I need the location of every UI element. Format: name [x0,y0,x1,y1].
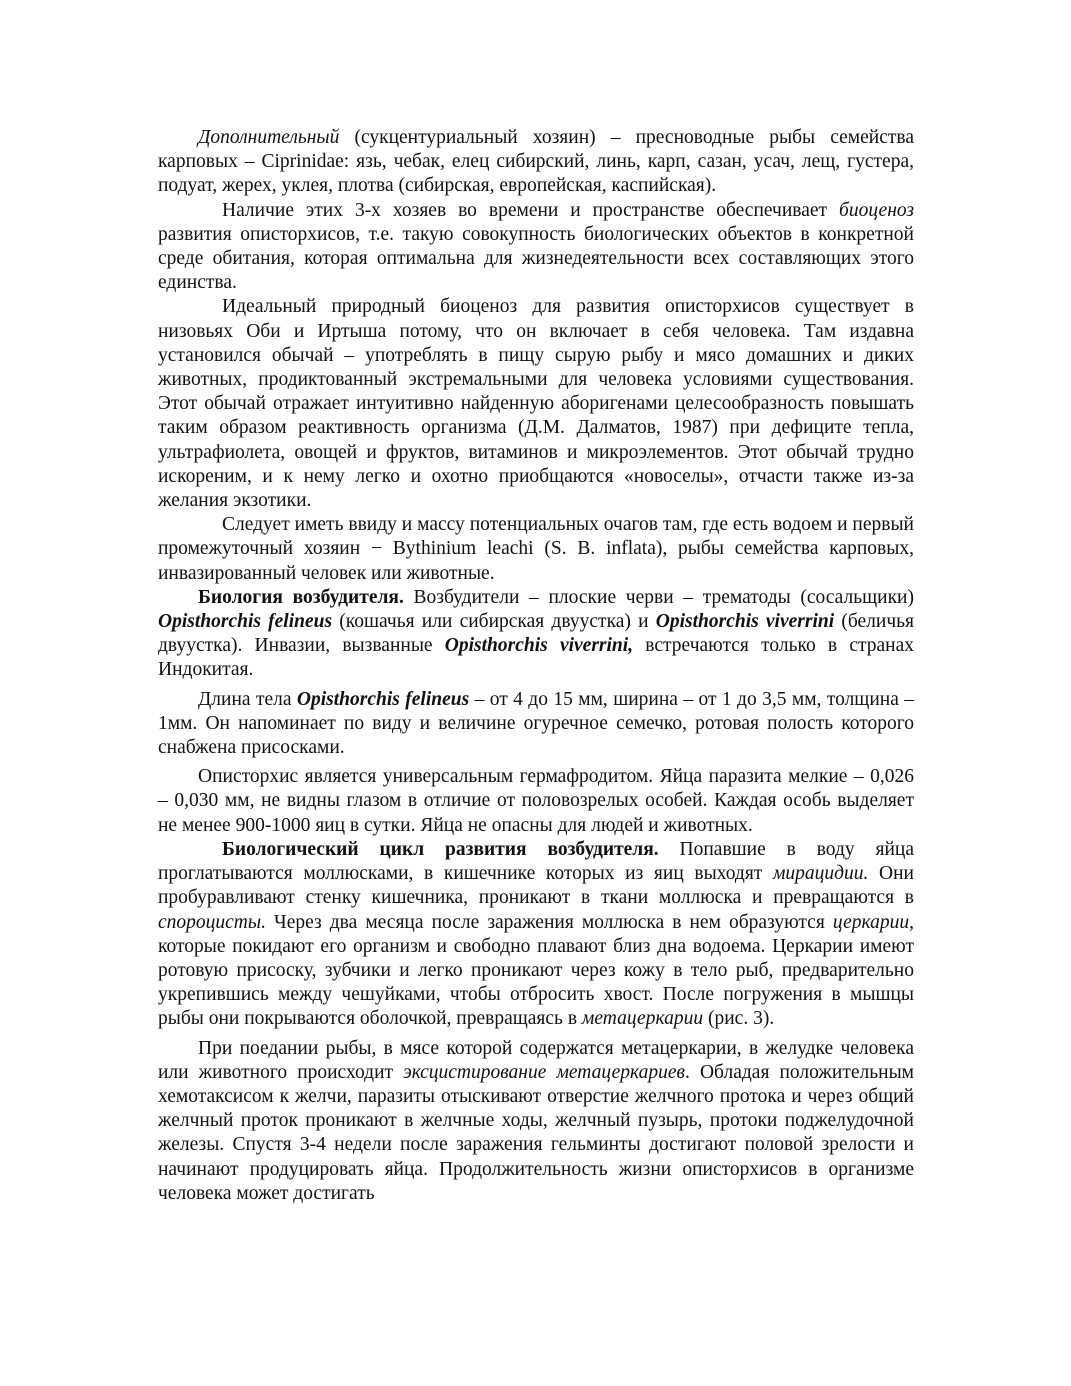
term-miracidia: мирацидии. [772,863,869,885]
species-name: Opisthorchis felineus [296,688,470,710]
text: Следует иметь ввиду и массу потенциальных очагов там, где есть водоем и первый промежуточный хозяин − Bythinium leachi (S. B. inflata), рыбы семейства карповых, инвазированный человек или животные. [158,514,914,584]
paragraph-ideal-biocenosis [158,295,914,513]
paragraph-hermaphrodite [158,765,914,838]
text: Длина тела [198,688,297,710]
heading-life-cycle: Биологический цикл развития возбудителя. [222,838,659,860]
text: Через два месяца после заражения моллюска в нем образуются [265,911,833,933]
text: встречаются только в странах Индокитая. [158,635,914,681]
paragraph-body-length [158,688,914,761]
text: (кошачья или сибирская двуустка) и [332,611,656,633]
text: Описторхис является универсальным гермафродитом. Яйца паразита мелкие – 0,026 – 0,030 мм, не видны глазом в отличие от половозрелых особей. Каждая особь выделяет не менее 900-1000 яиц в сутки. Яйца не опасны для людей и животных. [158,766,914,836]
paragraph-potential-foci [158,513,914,586]
species-name: Opisthorchis felineus [158,611,333,633]
text: (сукцентуриальный хозяин) – пресноводные рыбы семейства карповых – Ciprinidae: язь, чебак, елец сибирский, линь, карп, сазан, усач, лещ, густера, подуат, жерех, уклея, плотва (сибирская, европейская, каспийская). [158,127,914,197]
text: . Обладая положительным хемотаксисом к желчи, паразиты отыскивают отверстие желчного протока и через общий желчный проток проникают в желчные ходы, желчный пузырь, протоки поджелудочной железы. Спустя 3-4 недели после заражения гельминты достигают половой зрелости и начинают продуцировать яйца. Продолжительность жизни описторхисов в организме человека может достигать [158,1061,915,1204]
text: Возбудители – плоские черви – трематоды (сосальщики) [403,586,914,608]
term-excystation: эксцистирование метацеркариев [403,1061,686,1083]
paragraph-pathogen-biology [158,586,914,683]
text: Наличие этих 3-х хозяев во времени и пространстве обеспечивает [222,199,840,221]
text: – от 4 до 15 мм, ширина – от 1 до 3,5 мм, толщина – 1мм. Он напоминает по виду и величине огуречное семечко, ротовая полость которого снабжена присосками. [158,688,914,759]
paragraph-biocenosis [158,199,914,296]
term-biocenosis: биоценоз [839,199,914,221]
text: (рис. 3). [703,1008,775,1030]
text: Они пробуравливают стенку кишечника, проникают в ткани моллюска и превращаются в [158,863,914,909]
text: При поедании рыбы, в мясе которой содержатся метацеркарии, в желудке человека или животного происходит [158,1037,914,1083]
term-additional: Дополнительный [198,127,340,148]
paragraph-life-cycle [158,838,914,1032]
text: , которые покидают его организм и свободно плавают близ дна водоема. Церкарии имеют ротовую присоску, зубчики и легко проникают через кожу в тело рыб, предварительно укрепившись между чешуйками, чтобы отбросить хвост. После погружения в мышцы рыбы они покрываются оболочкой, превращаясь в [158,911,914,1030]
species-name: Opisthorchis viverrini, [444,635,634,657]
text: Идеальный природный биоценоз для развития описторхисов существует в низовьях Оби и Иртыша потому, что он включает в себя человека. Там издавна установился обычай – употреблять в пищу сырую рыбу и мясо домашних и диких животных, продиктованный экстремальными для человека условиями существования. Этот обычай отражает интуитивно найденную аборигенами целесообразность повышать таким образом реактивность организма (Д.М. Далматов, 1987) при дефиците тепла, ультрафиолета, овощей и фруктов, витаминов и микроэлементов. Этот обычай трудно искореним, и к нему легко и охотно приобщаются «новоселы», отчасти также из-за желания экзотики. [158,296,914,512]
paragraph-additional-host [158,126,914,199]
term-sporocysts: спороцисты. [158,911,266,933]
paragraph-excystation [158,1037,914,1206]
term-cercariae: церкарии [832,911,910,933]
text: Попавшие в воду яйца проглатываются моллюсками, в кишечнике которых из яиц выходят [158,838,914,885]
term-metacercariae: метацеркарии [581,1008,704,1030]
species-name: Opisthorchis viverrini [655,611,835,633]
document-body [158,126,914,1206]
text: (беличья двуустка). Инвазии, вызванные [158,611,914,657]
text: развития описторхисов, т.е. такую совокупность биологических объектов в конкретной среде обитания, которая оптимальна для жизнедеятельности всех составляющих этого единства. [158,223,914,294]
heading-pathogen-biology: Биология возбудителя. [198,586,404,608]
